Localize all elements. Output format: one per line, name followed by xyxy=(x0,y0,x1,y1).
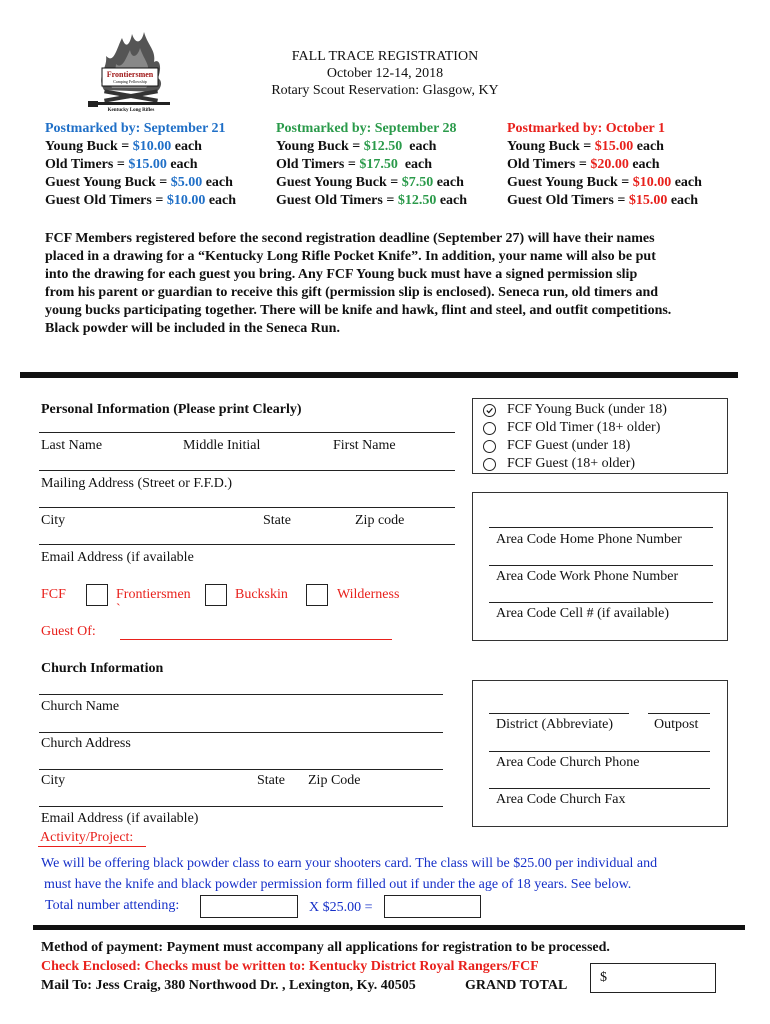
radio-icon[interactable] xyxy=(483,422,496,435)
mailing-address-label: Mailing Address (Street or F.F.D.) xyxy=(41,476,233,491)
last-name-label: Last Name xyxy=(41,438,103,453)
rule xyxy=(39,544,455,545)
drawing-notice: FCF Members registered before the second registration deadline (September 27) will have their names placed in a drawing for a “Kentucky Long Rifle Pocket Knife”. In addition, your name will also be put into the drawing for each guest you bring. Any FCF Young buck must have a signed permission slip from his parent or guardian to receive this gift (permission slip is enclosed). Seneca run, old timers and young bucks participating together. There will be knife and hawk, flint and steel, and outfit competitions. Black powder will be included in the Seneca Run. xyxy=(45,231,672,336)
dates: October 12-14, 2018 xyxy=(326,66,444,81)
work-phone-label: Area Code Work Phone Number xyxy=(496,569,679,584)
check-instructions: Check Enclosed: Checks must be written to: Kentucky District Royal Rangers/FCF xyxy=(41,959,539,974)
price-row: Guest Young Buck = $5.00 each xyxy=(45,175,233,190)
grand-total-input[interactable] xyxy=(590,963,716,993)
rule xyxy=(39,806,443,807)
rule xyxy=(39,769,443,770)
pricing-col-2 xyxy=(276,120,504,210)
divider-top xyxy=(20,372,738,378)
radio-icon[interactable] xyxy=(483,440,496,453)
buckskin-checkbox[interactable] xyxy=(205,584,227,606)
work-phone-field[interactable] xyxy=(489,565,713,566)
church-heading: Church Information xyxy=(41,661,164,676)
church-fax-field[interactable] xyxy=(489,788,710,789)
price-row: Young Buck = $15.00 each xyxy=(507,139,664,154)
deadline-3: Postmarked by: October 1 xyxy=(507,121,665,136)
activity-underline xyxy=(38,846,146,847)
logo-text-sub: Camping Fellowship xyxy=(113,79,147,84)
church-email-label: Email Address (if available) xyxy=(41,811,199,826)
church-city-label: City xyxy=(41,773,66,788)
middle-initial-label: Middle Initial xyxy=(183,438,261,453)
payment-method: Method of payment: Payment must accompany all applications for registration to be processed. xyxy=(41,940,610,955)
church-name-label: Church Name xyxy=(41,699,120,714)
price-row: Young Buck = $12.50 each xyxy=(276,139,437,154)
rule xyxy=(39,732,443,733)
church-phone-field[interactable] xyxy=(489,751,710,752)
total-attending-input[interactable] xyxy=(200,895,298,918)
logo-text-main: Frontiersmen xyxy=(106,70,154,79)
guest-of-label: Guest Of: xyxy=(41,624,96,639)
church-fax-label: Area Code Church Fax xyxy=(496,792,626,807)
multiplier-label: X $25.00 = xyxy=(309,900,373,915)
church-zip-label: Zip Code xyxy=(308,773,361,788)
title: FALL TRACE REGISTRATION xyxy=(291,49,479,64)
radio-icon[interactable] xyxy=(483,458,496,471)
rule xyxy=(39,432,455,433)
home-phone-field[interactable] xyxy=(489,527,713,528)
price-row: Old Timers = $15.00 each xyxy=(45,157,198,172)
pricing-col-1 xyxy=(45,120,273,210)
personal-heading: Personal Information (Please print Clearly) xyxy=(41,402,302,417)
outpost-label: Outpost xyxy=(654,717,699,732)
district-field[interactable] xyxy=(489,713,629,714)
grand-total-label: GRAND TOTAL xyxy=(465,978,568,993)
location: Rotary Scout Reservation: Glasgow, KY xyxy=(271,83,499,98)
price-row: Old Timers = $20.00 each xyxy=(507,157,660,172)
price-row: Young Buck = $10.00 each xyxy=(45,139,202,154)
home-phone-label: Area Code Home Phone Number xyxy=(496,532,682,547)
divider-bottom xyxy=(33,925,745,930)
price-row: Guest Young Buck = $7.50 each xyxy=(276,175,464,190)
church-phone-label: Area Code Church Phone xyxy=(496,755,640,770)
zip-label: Zip code xyxy=(355,513,405,528)
city-label: City xyxy=(41,513,66,528)
first-name-label: First Name xyxy=(333,438,396,453)
rule xyxy=(39,507,455,508)
wilderness-label: Wilderness xyxy=(337,587,400,602)
activity-line-2: must have the knife and black powder permission form filled out if under the age of 18 years. See below. xyxy=(44,877,632,892)
total-attending-label: Total number attending: xyxy=(45,898,180,913)
deadline-1: Postmarked by: September 21 xyxy=(45,121,226,136)
rule xyxy=(39,470,455,471)
state-label: State xyxy=(263,513,291,528)
email-label: Email Address (if available xyxy=(41,550,194,565)
price-row: Old Timers = $17.50 each xyxy=(276,157,433,172)
buckskin-label: Buckskin xyxy=(235,587,288,602)
radio-checked-icon[interactable] xyxy=(483,404,496,417)
activity-line-1: We will be offering black powder class to earn your shooters card. The class will be $25.00 per individual and xyxy=(41,856,658,871)
outpost-field[interactable] xyxy=(648,713,710,714)
activity-label: Activity/Project: xyxy=(40,830,134,845)
stray-mark: ` xyxy=(116,602,121,617)
wilderness-checkbox[interactable] xyxy=(306,584,328,606)
cell-phone-field[interactable] xyxy=(489,602,713,603)
price-row: Guest Young Buck = $10.00 each xyxy=(507,175,702,190)
church-address-label: Church Address xyxy=(41,736,131,751)
cell-phone-label: Area Code Cell # (if available) xyxy=(496,606,669,621)
fcf-label: FCF xyxy=(41,587,66,602)
mail-to: Mail To: Jess Craig, 380 Northwood Dr. , Lexington, Ky. 40505 xyxy=(41,978,416,993)
deadline-2: Postmarked by: September 28 xyxy=(276,121,457,136)
dollar-sign: $ xyxy=(600,970,607,985)
activity-total-input[interactable] xyxy=(384,895,481,918)
price-row: Guest Old Timers = $10.00 each xyxy=(45,193,237,208)
logo-text-bottom: Kentucky Long Rifles xyxy=(107,108,155,113)
pricing-col-3 xyxy=(507,120,747,210)
frontiersmen-checkbox[interactable] xyxy=(86,584,108,606)
frontiersmen-label: Frontiersmen xyxy=(116,587,191,602)
church-state-label: State xyxy=(257,773,285,788)
price-row: Guest Old Timers = $12.50 each xyxy=(276,193,468,208)
district-label: District (Abbreviate) xyxy=(496,717,614,732)
guest-of-field[interactable] xyxy=(120,639,392,640)
price-row: Guest Old Timers = $15.00 each xyxy=(507,193,699,208)
rule xyxy=(39,694,443,695)
